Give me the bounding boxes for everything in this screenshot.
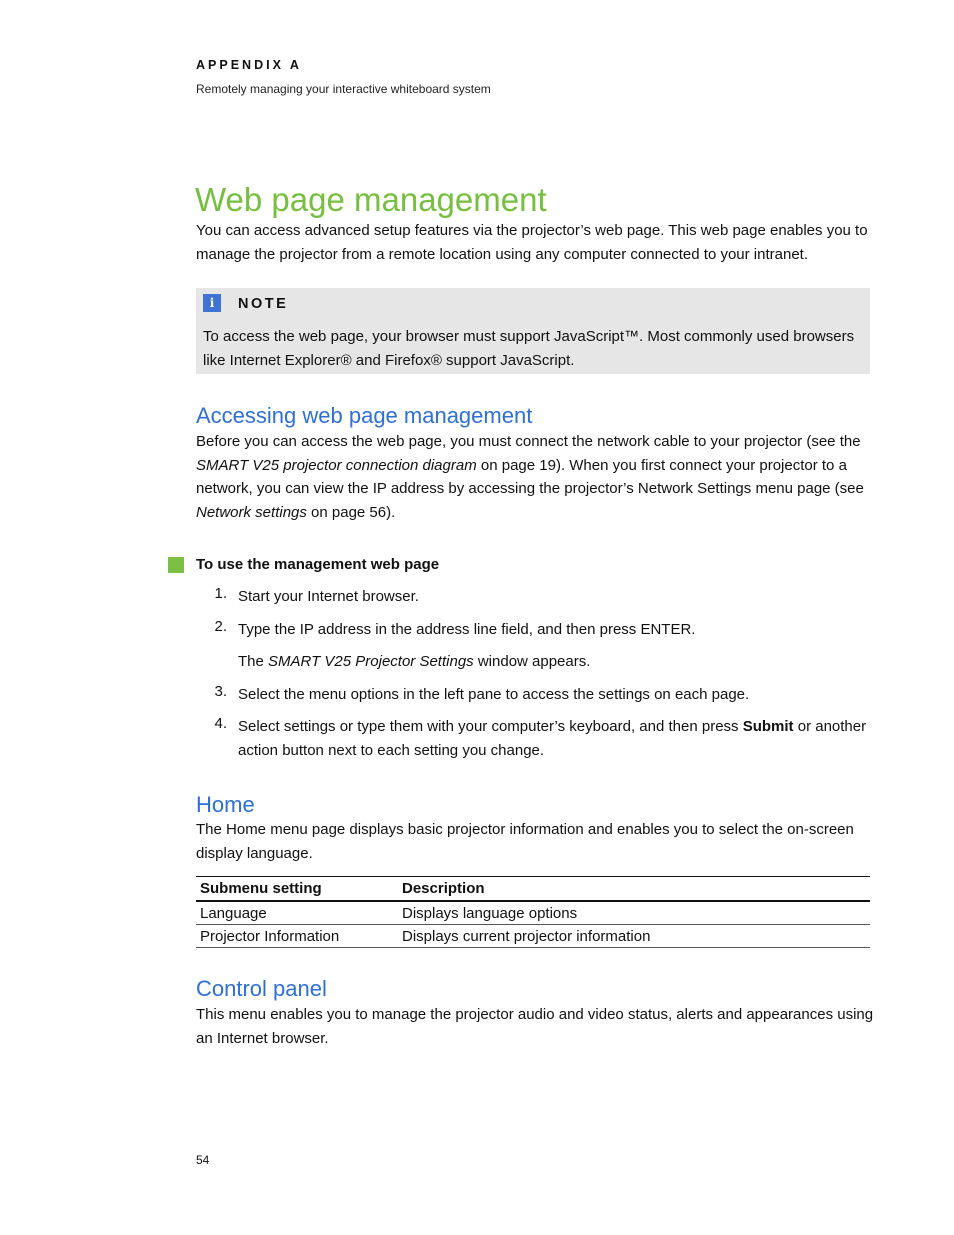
- heading-home: Home: [196, 792, 255, 817]
- step-number: 2.: [214, 618, 227, 635]
- table-row: [196, 925, 870, 948]
- accessing-text-2: on page 19). When you first connect your projector to a network, you can view the IP address by accessing the projector’s Network Settings menu page (see: [196, 456, 864, 497]
- step-number: 3.: [214, 683, 227, 700]
- step-text: [238, 715, 878, 762]
- table-cell: Displays current projector information: [398, 925, 870, 948]
- procedure-title: To use the management web page: [196, 556, 440, 573]
- appendix-label: APPENDIX A: [196, 58, 302, 72]
- accessing-paragraph: [196, 430, 876, 524]
- note-text: To access the web page, your browser must support JavaScript™. Most commonly used browsers like Internet Explorer® and Firefox® support JavaScript.: [203, 328, 855, 369]
- page-number: 54: [196, 1153, 210, 1167]
- chapter-subtitle: Remotely managing your interactive whiteboard system: [196, 82, 491, 96]
- step-text: Type the IP address in the address line field, and then press ENTER.: [238, 621, 696, 638]
- step-text: Select the menu options in the left pane to access the settings on each page.: [238, 686, 750, 703]
- step-result: [238, 650, 590, 674]
- step-number: 1.: [214, 585, 227, 602]
- table-cell: Displays language options: [398, 901, 870, 925]
- table-row: [196, 901, 870, 925]
- accessing-text-1: Before you can access the web page, you must connect the network cable to your projector (see the: [196, 433, 861, 450]
- step-result-post: window appears.: [473, 653, 591, 670]
- table-cell: Projector Information: [196, 925, 398, 948]
- intro-paragraph: You can access advanced setup features via the projector’s web page. This web page enables you to manage the projector from a remote location using any computer connected to your intranet.: [196, 222, 868, 263]
- note-title: NOTE: [238, 296, 289, 312]
- home-paragraph: The Home menu page displays basic projector information and enables you to select the on-screen display language.: [196, 821, 854, 862]
- table-header-row: [196, 877, 870, 902]
- table-cell: Language: [196, 901, 398, 925]
- settings-window-name: SMART V25 Projector Settings: [268, 653, 474, 670]
- step4-text-b: or another action button next to each setting you change.: [238, 718, 867, 759]
- accessing-text-3: on page 56).: [306, 503, 396, 521]
- heading-accessing: Accessing web page management: [196, 403, 533, 428]
- step-number: 4.: [214, 715, 227, 732]
- step4-text-a: Select settings or type them with your computer’s keyboard, and then press: [238, 718, 743, 735]
- network-settings-ref: Network settings: [196, 503, 307, 521]
- home-submenu-table: [196, 876, 870, 948]
- page-title: Web page management: [195, 181, 547, 218]
- control-panel-paragraph: This menu enables you to manage the projector audio and video status, alerts and appearances using an Internet browser.: [196, 1006, 874, 1047]
- connection-diagram-ref: SMART V25 projector connection diagram: [196, 456, 477, 474]
- submit-label: Submit: [742, 718, 794, 735]
- heading-control-panel: Control panel: [196, 976, 327, 1001]
- info-icon: i: [203, 294, 221, 312]
- step-result-pre: The: [238, 653, 269, 670]
- table-header: Submenu setting: [196, 877, 398, 902]
- procedure-bullet-icon: [168, 557, 184, 573]
- note-box: [196, 288, 870, 374]
- table-header: Description: [398, 877, 870, 902]
- step-text: Start your Internet browser.: [238, 588, 419, 605]
